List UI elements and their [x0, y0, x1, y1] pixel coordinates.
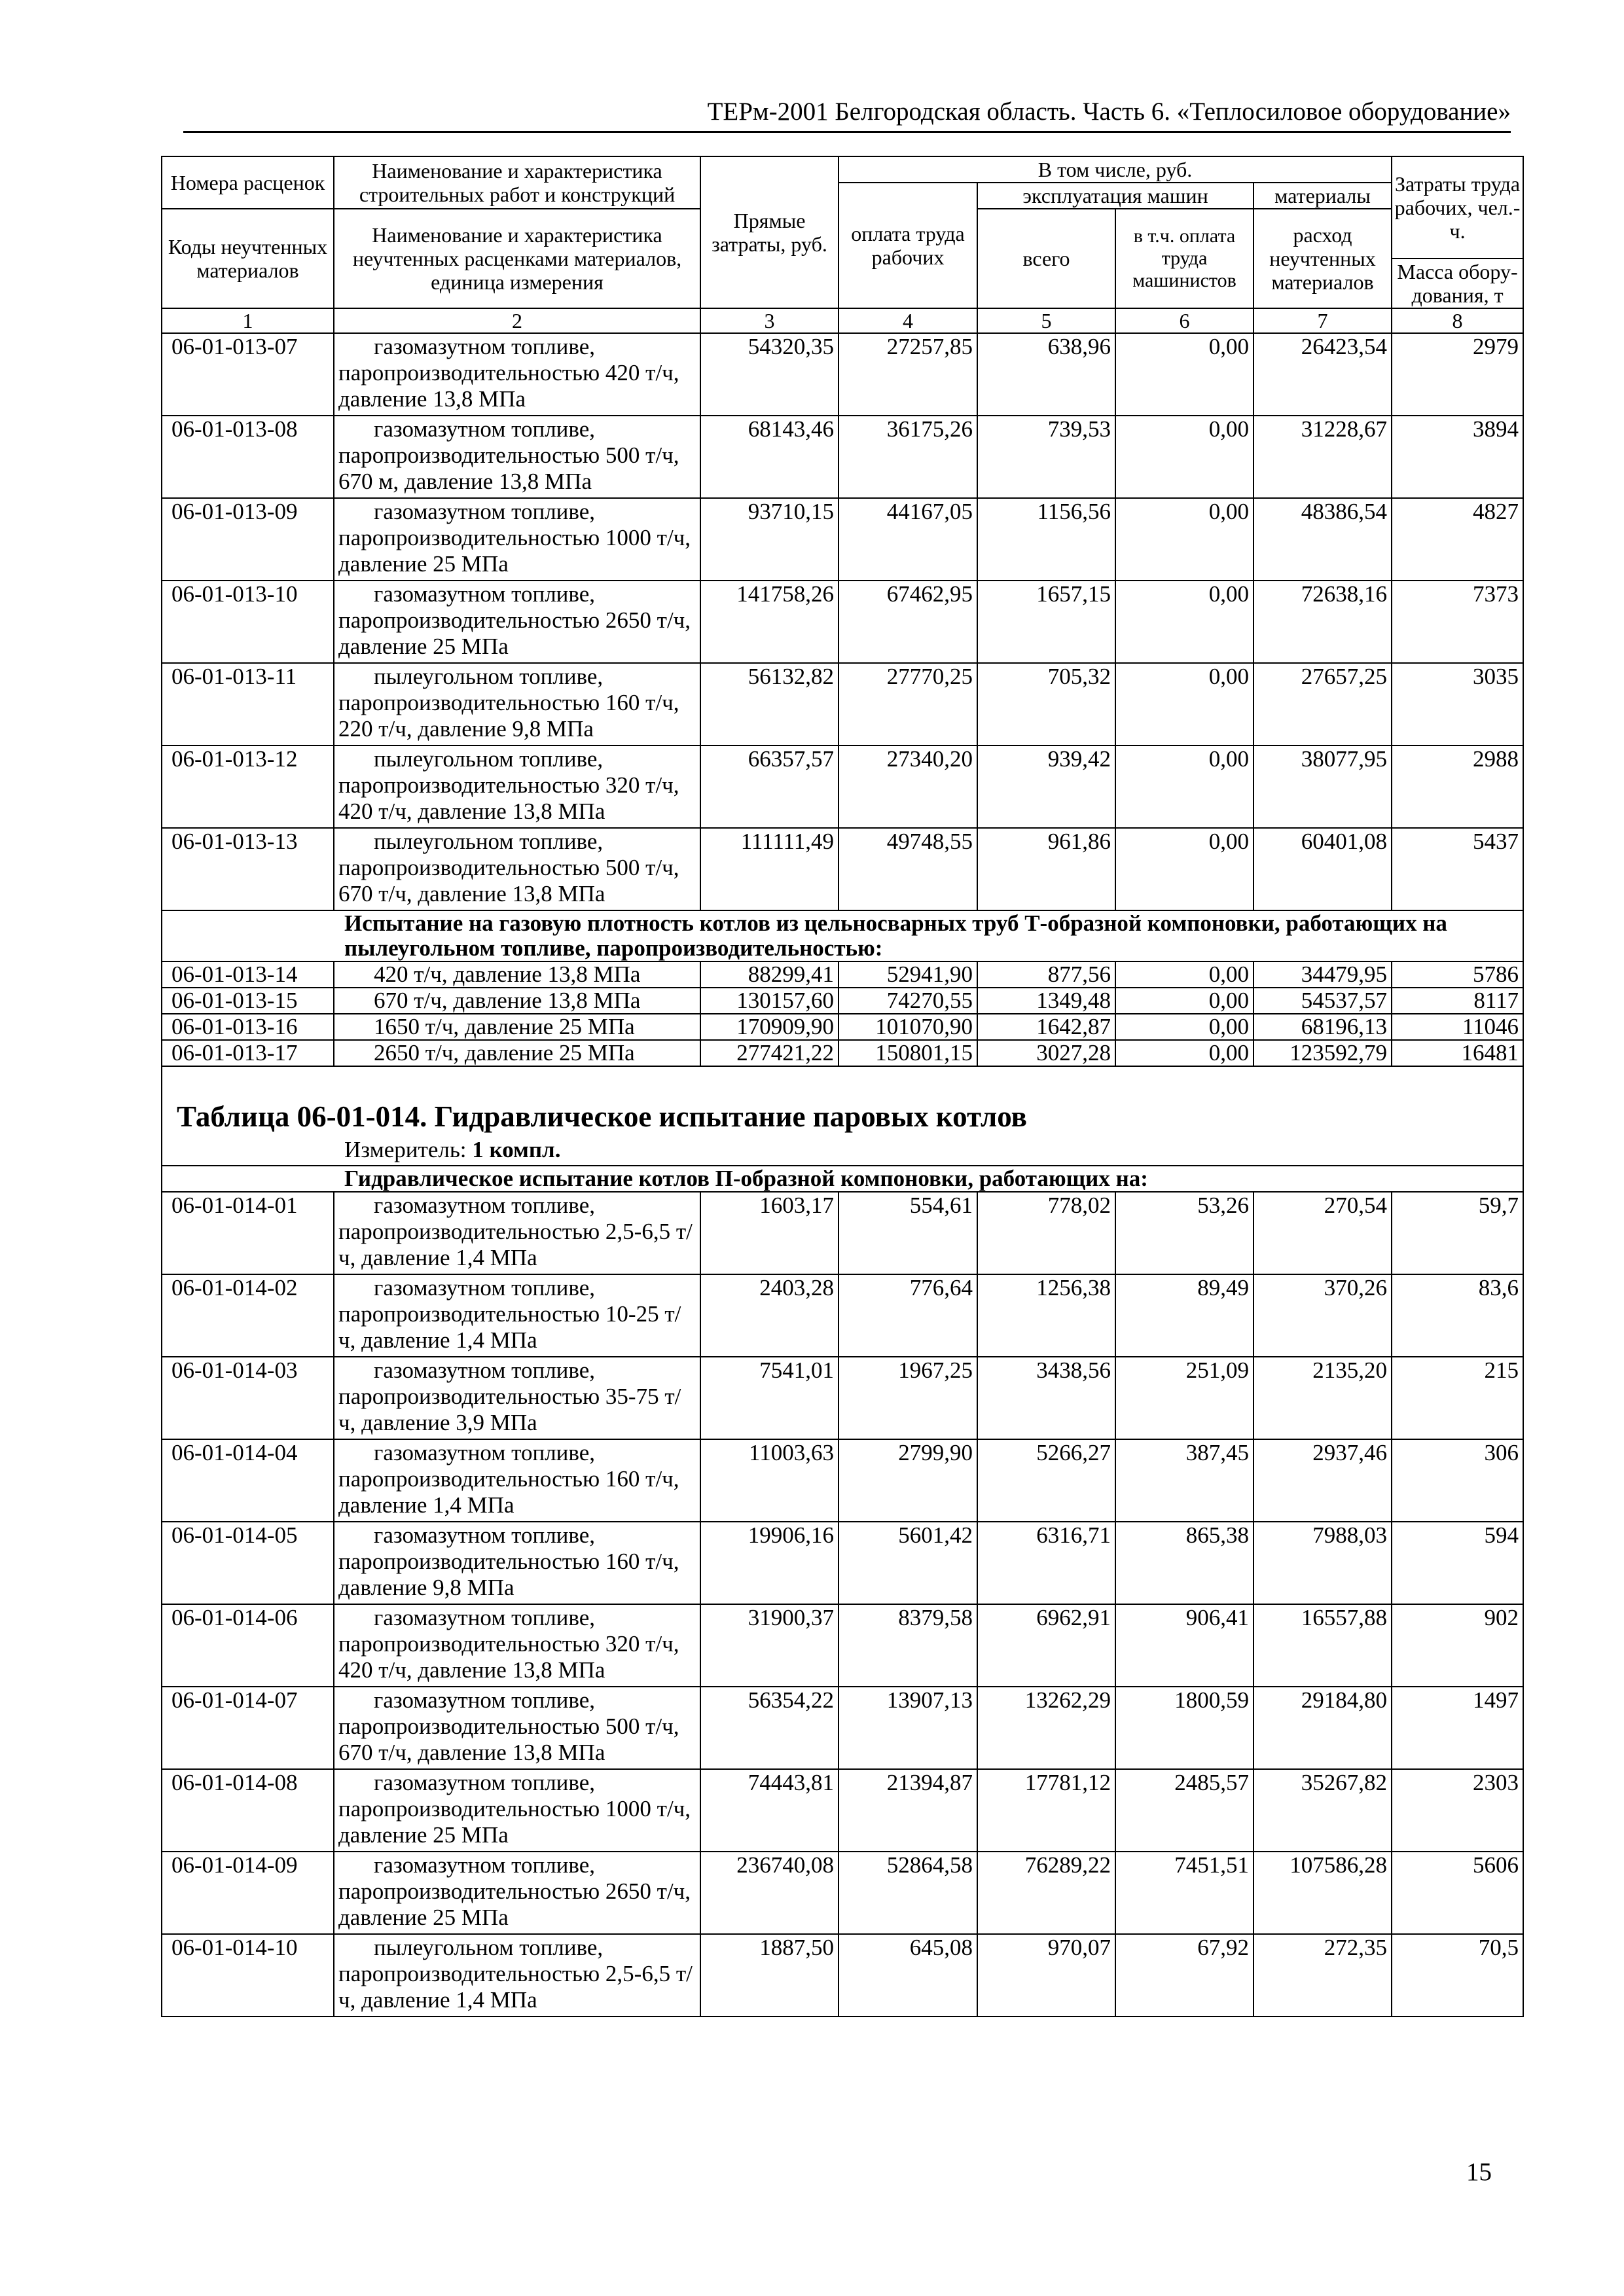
- machines-cost: 739,53: [977, 416, 1115, 498]
- labor-cost: 1497: [1392, 1687, 1523, 1769]
- direct-cost: 31900,37: [700, 1604, 839, 1687]
- unit-line: [162, 1135, 1523, 1166]
- rate-name: газомазутном топливе, паропроизводительностью 2650 т/ч, давление 25 МПа: [334, 1852, 700, 1934]
- running-header: ТЕРм-2001 Белгородская область. Часть 6. «Теплосиловое оборудование»: [707, 98, 1511, 126]
- materials-cost: 29184,80: [1254, 1687, 1392, 1769]
- machines-cost: 17781,12: [977, 1769, 1115, 1852]
- wage-cost: 554,61: [839, 1192, 977, 1274]
- table-row: [162, 333, 1523, 416]
- rate-code: 06-01-014-02: [162, 1274, 334, 1357]
- col-name-top: Наименование и характеристика строительных работ и конструкций: [334, 156, 700, 209]
- col-labor-top: Затраты труда рабочих, чел.-ч.: [1392, 156, 1523, 259]
- rate-code: 06-01-014-06: [162, 1604, 334, 1687]
- table-row: [162, 498, 1523, 581]
- direct-cost: 88299,41: [700, 961, 839, 988]
- machinist-wage: 0,00: [1115, 663, 1254, 745]
- labor-cost: 70,5: [1392, 1934, 1523, 2017]
- wage-cost: 36175,26: [839, 416, 977, 498]
- direct-cost: 66357,57: [700, 745, 839, 828]
- materials-cost: 16557,88: [1254, 1604, 1392, 1687]
- labor-cost: 3035: [1392, 663, 1523, 745]
- rate-code: 06-01-014-09: [162, 1852, 334, 1934]
- machinist-wage: 67,92: [1115, 1934, 1254, 2017]
- wage-cost: 150801,15: [839, 1040, 977, 1066]
- rate-name: газомазутном топливе, паропроизводительностью 500 т/ч, 670 т/ч, давление 13,8 МПа: [334, 1687, 700, 1769]
- table-row: [162, 988, 1523, 1014]
- col-number: 5: [977, 308, 1115, 333]
- header-rule: [183, 131, 1511, 133]
- machines-cost: 1256,38: [977, 1274, 1115, 1357]
- rate-name: газомазутном топливе, паропроизводительностью 500 т/ч, 670 м, давление 13,8 МПа: [334, 416, 700, 498]
- rows-c: [162, 1192, 1523, 2017]
- wage-cost: 21394,87: [839, 1769, 977, 1852]
- machinist-wage: 0,00: [1115, 961, 1254, 988]
- table-row: [162, 663, 1523, 745]
- materials-cost: 35267,82: [1254, 1769, 1392, 1852]
- col-number: 3: [700, 308, 839, 333]
- table-row: [162, 1192, 1523, 1274]
- wage-cost: 27770,25: [839, 663, 977, 745]
- labor-cost: 5437: [1392, 828, 1523, 910]
- direct-cost: 19906,16: [700, 1522, 839, 1604]
- machines-cost: 5266,27: [977, 1439, 1115, 1522]
- machinist-wage: 0,00: [1115, 1040, 1254, 1066]
- materials-cost: 2937,46: [1254, 1439, 1392, 1522]
- machines-cost: 76289,22: [977, 1852, 1115, 1934]
- rate-name: газомазутном топливе, паропроизводительностью 1000 т/ч, давление 25 МПа: [334, 1769, 700, 1852]
- table-row: [162, 1014, 1523, 1040]
- machines-cost: 1156,56: [977, 498, 1115, 581]
- rate-name: газомазутном топливе, паропроизводительностью 420 т/ч, давление 13,8 МПа: [334, 333, 700, 416]
- machinist-wage: 387,45: [1115, 1439, 1254, 1522]
- col-incl: В том числе, руб.: [839, 156, 1392, 183]
- wage-cost: 8379,58: [839, 1604, 977, 1687]
- direct-cost: 111111,49: [700, 828, 839, 910]
- labor-cost: 306: [1392, 1439, 1523, 1522]
- col-labor-bottom: Масса обору-дования, т: [1392, 259, 1523, 308]
- labor-cost: 4827: [1392, 498, 1523, 581]
- machinist-wage: 906,41: [1115, 1604, 1254, 1687]
- rows-b: [162, 961, 1523, 1066]
- table-row: [162, 1357, 1523, 1439]
- direct-cost: 2403,28: [700, 1274, 839, 1357]
- table-row: [162, 1040, 1523, 1066]
- machines-cost: 638,96: [977, 333, 1115, 416]
- col-number: 4: [839, 308, 977, 333]
- direct-cost: 7541,01: [700, 1357, 839, 1439]
- rate-code: 06-01-013-10: [162, 581, 334, 663]
- machines-cost: 13262,29: [977, 1687, 1115, 1769]
- machinist-wage: 0,00: [1115, 828, 1254, 910]
- wage-cost: 1967,25: [839, 1357, 977, 1439]
- rate-name: пылеугольном топливе, паропроизводительностью 2,5-6,5 т/ч, давление 1,4 МПа: [334, 1934, 700, 2017]
- table-row: [162, 745, 1523, 828]
- direct-cost: 236740,08: [700, 1852, 839, 1934]
- rate-code: 06-01-013-07: [162, 333, 334, 416]
- col-direct: Прямые затраты, руб.: [700, 156, 839, 308]
- page-number: 15: [1466, 2158, 1492, 2186]
- unit-value: 1 компл.: [472, 1137, 561, 1162]
- rate-code: 06-01-014-05: [162, 1522, 334, 1604]
- machines-cost: 6316,71: [977, 1522, 1115, 1604]
- table-row: [162, 1769, 1523, 1852]
- rate-name: пылеугольном топливе, паропроизводительностью 160 т/ч, 220 т/ч, давление 9,8 МПа: [334, 663, 700, 745]
- machines-cost: 961,86: [977, 828, 1115, 910]
- materials-cost: 123592,79: [1254, 1040, 1392, 1066]
- col-wage: оплата труда рабочих: [839, 183, 977, 308]
- materials-cost: 54537,57: [1254, 988, 1392, 1014]
- machines-cost: 939,42: [977, 745, 1115, 828]
- wage-cost: 776,64: [839, 1274, 977, 1357]
- rows-a: [162, 333, 1523, 910]
- machines-cost: 1349,48: [977, 988, 1115, 1014]
- materials-cost: 68196,13: [1254, 1014, 1392, 1040]
- rate-code: 06-01-014-08: [162, 1769, 334, 1852]
- machines-cost: 3027,28: [977, 1040, 1115, 1066]
- direct-cost: 130157,60: [700, 988, 839, 1014]
- rate-name: 420 т/ч, давление 13,8 МПа: [334, 961, 700, 988]
- labor-cost: 215: [1392, 1357, 1523, 1439]
- machinist-wage: 0,00: [1115, 333, 1254, 416]
- direct-cost: 56132,82: [700, 663, 839, 745]
- labor-cost: 7373: [1392, 581, 1523, 663]
- table-row: [162, 416, 1523, 498]
- materials-cost: 370,26: [1254, 1274, 1392, 1357]
- rate-code: 06-01-014-07: [162, 1687, 334, 1769]
- rate-code: 06-01-013-16: [162, 1014, 334, 1040]
- table-row: [162, 581, 1523, 663]
- col-machines-wage: в т.ч. оплата труда машинистов: [1115, 209, 1254, 308]
- labor-cost: 83,6: [1392, 1274, 1523, 1357]
- table-row: [162, 1852, 1523, 1934]
- col-code-top: Номера расценок: [162, 156, 334, 209]
- rate-name: газомазутном топливе, паропроизводительностью 35-75 т/ч, давление 3,9 МПа: [334, 1357, 700, 1439]
- rate-code: 06-01-014-01: [162, 1192, 334, 1274]
- col-machines-total: всего: [977, 209, 1115, 308]
- direct-cost: 93710,15: [700, 498, 839, 581]
- wage-cost: 44167,05: [839, 498, 977, 581]
- rates-table: [161, 156, 1524, 2017]
- table-row: [162, 1604, 1523, 1687]
- table-row: [162, 828, 1523, 910]
- direct-cost: 277421,22: [700, 1040, 839, 1066]
- machines-cost: 705,32: [977, 663, 1115, 745]
- section-heading: Испытание на газовую плотность котлов из цельносварных труб Т-образной компоновки, работающих на пылеугольном топливе, паропроизводительностью:: [162, 910, 1523, 961]
- materials-cost: 31228,67: [1254, 416, 1392, 498]
- wage-cost: 67462,95: [839, 581, 977, 663]
- col-materials-sub: расход неучтенных материалов: [1254, 209, 1392, 308]
- rate-code: 06-01-013-13: [162, 828, 334, 910]
- materials-cost: 48386,54: [1254, 498, 1392, 581]
- machinist-wage: 865,38: [1115, 1522, 1254, 1604]
- direct-cost: 170909,90: [700, 1014, 839, 1040]
- labor-cost: 5606: [1392, 1852, 1523, 1934]
- wage-cost: 5601,42: [839, 1522, 977, 1604]
- wage-cost: 49748,55: [839, 828, 977, 910]
- col-materials: материалы: [1254, 183, 1392, 209]
- materials-cost: 270,54: [1254, 1192, 1392, 1274]
- materials-cost: 27657,25: [1254, 663, 1392, 745]
- labor-cost: 2979: [1392, 333, 1523, 416]
- col-name-bottom: Наименование и характеристика неучтенных расценками материалов, единица измерения: [334, 209, 700, 308]
- machines-cost: 970,07: [977, 1934, 1115, 2017]
- col-machines: эксплуатация машин: [977, 183, 1254, 209]
- table-row: [162, 1439, 1523, 1522]
- table-spacer: [162, 1066, 1523, 1098]
- machines-cost: 6962,91: [977, 1604, 1115, 1687]
- machinist-wage: 2485,57: [1115, 1769, 1254, 1852]
- labor-cost: 594: [1392, 1522, 1523, 1604]
- materials-cost: 272,35: [1254, 1934, 1392, 2017]
- rate-code: 06-01-013-08: [162, 416, 334, 498]
- rate-code: 06-01-013-15: [162, 988, 334, 1014]
- rate-name: пылеугольном топливе, паропроизводительностью 500 т/ч, 670 т/ч, давление 13,8 МПа: [334, 828, 700, 910]
- labor-cost: 8117: [1392, 988, 1523, 1014]
- col-code-bottom: Коды неучтенных материалов: [162, 209, 334, 308]
- labor-cost: 59,7: [1392, 1192, 1523, 1274]
- direct-cost: 141758,26: [700, 581, 839, 663]
- labor-cost: 2303: [1392, 1769, 1523, 1852]
- rate-name: газомазутном топливе, паропроизводительностью 10-25 т/ч, давление 1,4 МПа: [334, 1274, 700, 1357]
- wage-cost: 645,08: [839, 1934, 977, 2017]
- machinist-wage: 0,00: [1115, 745, 1254, 828]
- unit-label: Измеритель:: [344, 1137, 467, 1162]
- materials-cost: 107586,28: [1254, 1852, 1392, 1934]
- machinist-wage: 0,00: [1115, 581, 1254, 663]
- direct-cost: 1603,17: [700, 1192, 839, 1274]
- col-number: 2: [334, 308, 700, 333]
- direct-cost: 11003,63: [700, 1439, 839, 1522]
- col-number: 8: [1392, 308, 1523, 333]
- direct-cost: 1887,50: [700, 1934, 839, 2017]
- rate-code: 06-01-014-10: [162, 1934, 334, 2017]
- machinist-wage: 89,49: [1115, 1274, 1254, 1357]
- rate-name: газомазутном топливе, паропроизводительностью 160 т/ч, давление 1,4 МПа: [334, 1439, 700, 1522]
- machinist-wage: 0,00: [1115, 416, 1254, 498]
- materials-cost: 60401,08: [1254, 828, 1392, 910]
- machines-cost: 1642,87: [977, 1014, 1115, 1040]
- labor-cost: 11046: [1392, 1014, 1523, 1040]
- labor-cost: 16481: [1392, 1040, 1523, 1066]
- wage-cost: 52864,58: [839, 1852, 977, 1934]
- machinist-wage: 0,00: [1115, 498, 1254, 581]
- labor-cost: 902: [1392, 1604, 1523, 1687]
- machinist-wage: 1800,59: [1115, 1687, 1254, 1769]
- labor-cost: 3894: [1392, 416, 1523, 498]
- materials-cost: 38077,95: [1254, 745, 1392, 828]
- rate-name: 2650 т/ч, давление 25 МПа: [334, 1040, 700, 1066]
- materials-cost: 34479,95: [1254, 961, 1392, 988]
- table-row: [162, 1522, 1523, 1604]
- wage-cost: 74270,55: [839, 988, 977, 1014]
- rate-name: газомазутном топливе, паропроизводительностью 320 т/ч, 420 т/ч, давление 13,8 МПа: [334, 1604, 700, 1687]
- rate-code: 06-01-013-12: [162, 745, 334, 828]
- wage-cost: 13907,13: [839, 1687, 977, 1769]
- col-number: 6: [1115, 308, 1254, 333]
- machinist-wage: 53,26: [1115, 1192, 1254, 1274]
- table-row: [162, 961, 1523, 988]
- rate-code: 06-01-014-03: [162, 1357, 334, 1439]
- table-row: [162, 1274, 1523, 1357]
- rate-code: 06-01-013-17: [162, 1040, 334, 1066]
- direct-cost: 68143,46: [700, 416, 839, 498]
- rate-name: 670 т/ч, давление 13,8 МПа: [334, 988, 700, 1014]
- machines-cost: 1657,15: [977, 581, 1115, 663]
- col-number: 7: [1254, 308, 1392, 333]
- machinist-wage: 7451,51: [1115, 1852, 1254, 1934]
- materials-cost: 26423,54: [1254, 333, 1392, 416]
- col-number: 1: [162, 308, 334, 333]
- materials-cost: 72638,16: [1254, 581, 1392, 663]
- materials-cost: 7988,03: [1254, 1522, 1392, 1604]
- rate-code: 06-01-013-09: [162, 498, 334, 581]
- direct-cost: 54320,35: [700, 333, 839, 416]
- rate-code: 06-01-013-11: [162, 663, 334, 745]
- rate-name: газомазутном топливе, паропроизводительностью 1000 т/ч, давление 25 МПа: [334, 498, 700, 581]
- machinist-wage: 0,00: [1115, 1014, 1254, 1040]
- machines-cost: 778,02: [977, 1192, 1115, 1274]
- table-row: [162, 1687, 1523, 1769]
- wage-cost: 2799,90: [839, 1439, 977, 1522]
- rate-code: 06-01-014-04: [162, 1439, 334, 1522]
- wage-cost: 101070,90: [839, 1014, 977, 1040]
- machinist-wage: 251,09: [1115, 1357, 1254, 1439]
- machinist-wage: 0,00: [1115, 988, 1254, 1014]
- direct-cost: 74443,81: [700, 1769, 839, 1852]
- wage-cost: 27340,20: [839, 745, 977, 828]
- labor-cost: 2988: [1392, 745, 1523, 828]
- machines-cost: 3438,56: [977, 1357, 1115, 1439]
- materials-cost: 2135,20: [1254, 1357, 1392, 1439]
- rate-code: 06-01-013-14: [162, 961, 334, 988]
- rate-name: 1650 т/ч, давление 25 МПа: [334, 1014, 700, 1040]
- rate-name: газомазутном топливе, паропроизводительностью 160 т/ч, давление 9,8 МПа: [334, 1522, 700, 1604]
- table-row: [162, 1934, 1523, 2017]
- labor-cost: 5786: [1392, 961, 1523, 988]
- direct-cost: 56354,22: [700, 1687, 839, 1769]
- wage-cost: 27257,85: [839, 333, 977, 416]
- rate-name: газомазутном топливе, паропроизводительностью 2,5-6,5 т/ч, давление 1,4 МПа: [334, 1192, 700, 1274]
- rate-name: пылеугольном топливе, паропроизводительностью 320 т/ч, 420 т/ч, давление 13,8 МПа: [334, 745, 700, 828]
- table-title: Таблица 06-01-014. Гидравлическое испытание паровых котлов: [162, 1098, 1523, 1135]
- wage-cost: 52941,90: [839, 961, 977, 988]
- rate-name: газомазутном топливе, паропроизводительностью 2650 т/ч, давление 25 МПа: [334, 581, 700, 663]
- machines-cost: 877,56: [977, 961, 1115, 988]
- section-heading: Гидравлическое испытание котлов П-образной компоновки, работающих на:: [162, 1166, 1523, 1192]
